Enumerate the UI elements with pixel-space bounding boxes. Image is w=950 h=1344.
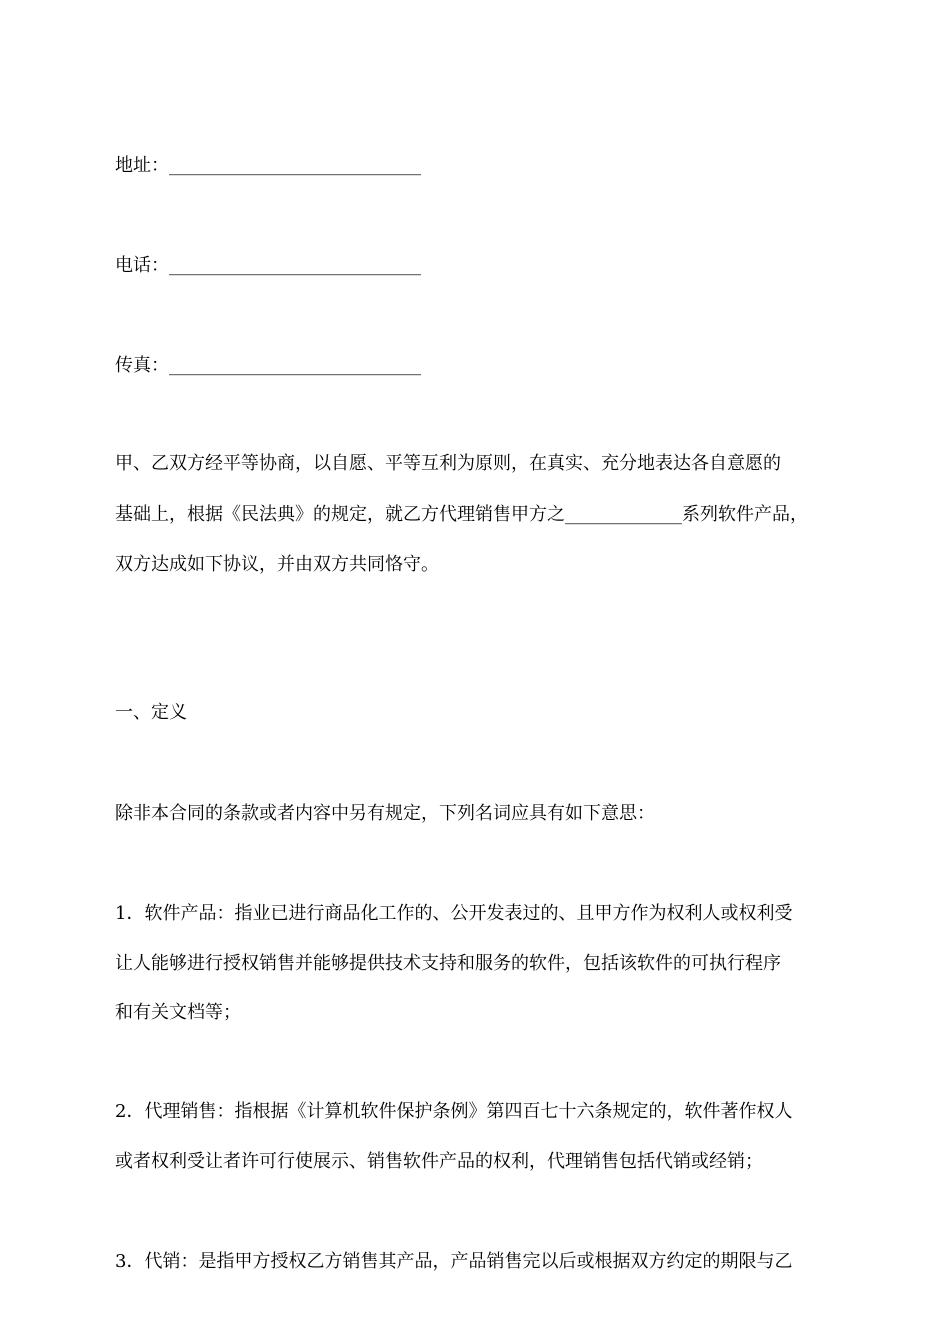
- definition-item-line: 和有关文档等；: [115, 1002, 241, 1023]
- section-heading: 一、定义: [115, 702, 187, 723]
- section-lead-text: 除非本合同的条款或者内容中另有规定，下列名词应具有如下意思：: [115, 803, 655, 824]
- definition-item-line: 2．代理销售：指根据《计算机软件保护条例》第四百七十六条规定的，软件著作权人: [115, 1101, 793, 1122]
- definition-item-line: 1．软件产品：指业已进行商品化工作的、公开发表过的、且甲方作为权利人或权利受: [115, 903, 793, 924]
- address-field: 地址：____________________________: [115, 155, 421, 176]
- intro-paragraph-line: 双方达成如下协议，并由双方共同恪守。: [115, 554, 439, 575]
- definition-item-line: 3．代销：是指甲方授权乙方销售其产品，产品销售完以后或根据双方约定的期限与乙: [115, 1251, 793, 1272]
- definition-item-line: 让人能够进行授权销售并能够提供技术支持和服务的软件，包括该软件的可执行程序: [115, 953, 781, 974]
- intro-paragraph-line: 甲、乙双方经平等协商，以自愿、平等互利为原则，在真实、充分地表达各自意愿的: [115, 453, 781, 474]
- definition-item-line: 或者权利受让者许可行使展示、销售软件产品的权利，代理销售包括代销或经销；: [115, 1151, 763, 1172]
- fax-field: 传真：____________________________: [115, 355, 421, 376]
- intro-paragraph-line: 基础上，根据《民法典》的规定，就乙方代理销售甲方之_____________系列软件产品，: [115, 504, 808, 525]
- phone-field: 电话：____________________________: [115, 255, 421, 276]
